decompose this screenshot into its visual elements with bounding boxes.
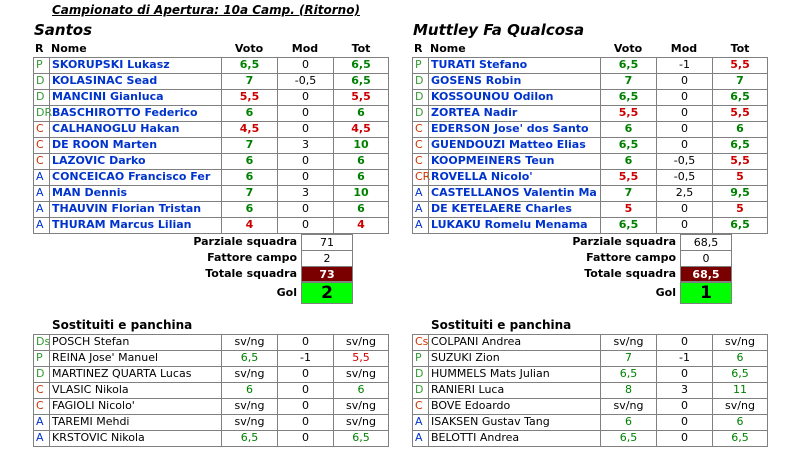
bench-row[interactable] [33,366,389,382]
role-cell: D [412,73,428,89]
tot-cell: sv/ng [712,398,768,414]
tot-cell: 5,5 [333,350,389,366]
bench-row[interactable] [33,350,389,366]
player-name: DE KETELAERE Charles [428,201,600,217]
player-name: KOSSOUNOU Odilon [428,89,600,105]
gol-label: Gol [276,286,297,299]
role-cell: CR [412,169,428,185]
player-name: HUMMELS Mats Julian [428,366,600,382]
tot-cell: 5 [712,169,768,185]
table-row[interactable] [412,89,768,105]
mod-cell: 0 [656,201,712,217]
role-cell: C [33,153,49,169]
bench-row[interactable] [412,414,768,430]
player-name: SUZUKI Zion [428,350,600,366]
table-row[interactable] [33,89,389,105]
voto-cell: 7 [221,137,277,153]
role-cell: C [33,121,49,137]
bench-title: Sostituiti e panchina [431,318,572,332]
voto-cell: 4 [221,217,277,234]
player-name: BELOTTI Andrea [428,430,600,447]
team-panel-left [33,20,389,304]
player-name: CONCEICAO Francisco Fer [49,169,221,185]
table-row[interactable] [412,137,768,153]
mod-cell: -1 [656,350,712,366]
mod-cell: 0 [656,105,712,121]
tot-cell: 4 [333,217,389,234]
bench-row[interactable] [412,350,768,366]
role-cell: Cs [412,334,428,350]
role-cell: D [412,89,428,105]
mod-cell: 3 [277,137,333,153]
player-name: VLASIC Nikola [49,382,221,398]
role-cell: P [412,57,428,73]
player-name: THAUVIN Florian Tristan [49,201,221,217]
voto-cell: 6,5 [600,430,656,447]
role-cell: D [33,73,49,89]
voto-cell: sv/ng [221,366,277,382]
tot-cell: 6,5 [712,430,768,447]
mod-cell: 0 [277,217,333,234]
role-cell: A [33,217,49,234]
voto-cell: sv/ng [221,398,277,414]
tot-cell: 6 [712,121,768,137]
voto-cell: 6 [221,153,277,169]
voto-cell: 6,5 [221,430,277,447]
mod-cell: 0 [656,217,712,234]
voto-cell: 6,5 [600,137,656,153]
voto-cell: 6 [221,105,277,121]
player-name: COLPANI Andrea [428,334,600,350]
role-cell: DR [33,105,49,121]
player-name: TURATI Stefano [428,57,600,73]
tot-cell: 10 [333,185,389,201]
tot-cell: 6 [712,414,768,430]
table-row[interactable] [33,57,389,73]
table-row[interactable] [412,105,768,121]
bench-row[interactable] [412,366,768,382]
players-table [33,57,389,233]
role-cell: D [33,366,49,382]
mod-cell: 0 [277,398,333,414]
bench-row[interactable] [33,334,389,350]
tot-cell: 9,5 [712,185,768,201]
player-name: BASCHIROTTO Federico [49,105,221,121]
voto-cell: 6,5 [221,57,277,73]
tot-cell: sv/ng [712,334,768,350]
voto-cell: 7 [600,185,656,201]
role-cell: A [412,201,428,217]
table-row[interactable] [33,73,389,89]
tot-cell: 5,5 [712,57,768,73]
tot-cell: 6 [333,201,389,217]
voto-cell: 5,5 [600,169,656,185]
mod-cell: 0 [277,153,333,169]
tot-cell: 6 [333,169,389,185]
player-name: DE ROON Marten [49,137,221,153]
totale-value: 68,5 [680,266,732,282]
totale-value: 73 [301,266,353,282]
player-name: FAGIOLI Nicolo' [49,398,221,414]
role-cell: C [33,382,49,398]
player-name: MAN Dennis [49,185,221,201]
bench-table [412,334,768,446]
voto-cell: sv/ng [221,334,277,350]
mod-cell: 0 [277,105,333,121]
header-name: Nome [51,42,87,55]
role-cell: A [33,201,49,217]
mod-cell: 0 [656,430,712,447]
voto-cell: 6 [600,153,656,169]
voto-cell: 7 [600,73,656,89]
table-row[interactable] [412,217,768,233]
voto-cell: 7 [221,185,277,201]
role-cell: A [33,185,49,201]
mod-cell: 0 [277,382,333,398]
role-cell: D [33,89,49,105]
voto-cell: 6 [600,414,656,430]
mod-cell: 0 [656,121,712,137]
team-summary [33,234,389,282]
voto-cell: 5 [600,201,656,217]
player-name: GUENDOUZI Matteo Elias [428,137,600,153]
bench-row[interactable] [33,430,389,446]
mod-cell: 0 [277,57,333,73]
bench-row[interactable] [33,382,389,398]
team-name: Santos [34,21,93,39]
player-name: THURAM Marcus Lilian [49,217,221,234]
role-cell: C [412,121,428,137]
player-name: CASTELLANOS Valentin Ma [428,185,600,201]
player-name: SKORUPSKI Lukasz [49,57,221,73]
mod-cell: 0 [277,169,333,185]
mod-cell: 0 [277,121,333,137]
player-name: REINA Jose' Manuel [49,350,221,366]
totale-label: Totale squadra [584,267,676,280]
role-cell: P [412,350,428,366]
voto-cell: sv/ng [221,414,277,430]
tot-cell: 4,5 [333,121,389,137]
mod-cell: 0 [656,334,712,350]
voto-cell: 7 [221,73,277,89]
parziale-value: 71 [301,234,353,250]
parziale-value: 68,5 [680,234,732,250]
voto-cell: 6,5 [600,89,656,105]
gol-value: 2 [301,282,353,304]
role-cell: A [33,430,49,447]
voto-cell: 6 [221,169,277,185]
role-cell: P [33,57,49,73]
player-name: ROVELLA Nicolo' [428,169,600,185]
header-r: R [35,42,44,55]
player-name: RANIERI Luca [428,382,600,398]
tot-cell: 11 [712,382,768,398]
table-header [33,42,389,57]
tot-cell: 6,5 [712,89,768,105]
role-cell: D [412,382,428,398]
role-cell: A [33,169,49,185]
mod-cell: 0 [277,366,333,382]
role-cell: A [412,430,428,447]
voto-cell: 4,5 [221,121,277,137]
fattore-value: 0 [680,250,732,266]
bench-panel-left [33,317,389,446]
header-mod: Mod [291,42,319,55]
table-row[interactable] [33,217,389,233]
parziale-label: Parziale squadra [193,235,297,248]
role-cell: A [412,414,428,430]
player-name: GOSENS Robin [428,73,600,89]
mod-cell: 3 [656,382,712,398]
header-tot: Tot [351,42,371,55]
player-name: TAREMI Mehdi [49,414,221,430]
voto-cell: 6,5 [600,57,656,73]
totale-label: Totale squadra [205,267,297,280]
player-name: EDERSON Jose' dos Santo [428,121,600,137]
tot-cell: 6 [333,382,389,398]
mod-cell: 0 [656,414,712,430]
tot-cell: 6 [333,153,389,169]
voto-cell: 6 [221,201,277,217]
header-tot: Tot [730,42,750,55]
tot-cell: 6,5 [333,57,389,73]
bench-row[interactable] [33,398,389,414]
player-name: CALHANOGLU Hakan [49,121,221,137]
tot-cell: 6 [712,350,768,366]
table-row[interactable] [412,73,768,89]
voto-cell: 5,5 [221,89,277,105]
table-row[interactable] [33,169,389,185]
player-name: ISAKSEN Gustav Tang [428,414,600,430]
table-row[interactable] [33,137,389,153]
player-name: KRSTOVIC Nikola [49,430,221,447]
mod-cell: -0,5 [277,73,333,89]
bench-row[interactable] [412,334,768,350]
tot-cell: 6,5 [712,366,768,382]
header-mod: Mod [670,42,698,55]
voto-cell: 8 [600,382,656,398]
bench-row[interactable] [412,398,768,414]
table-row[interactable] [33,153,389,169]
bench-table [33,334,389,446]
team-name: Muttley Fa Qualcosa [413,21,585,39]
parziale-label: Parziale squadra [572,235,676,248]
header-name: Nome [430,42,466,55]
tot-cell: 7 [712,73,768,89]
tot-cell: sv/ng [333,398,389,414]
player-name: MANCINI Gianluca [49,89,221,105]
voto-cell: 5,5 [600,105,656,121]
role-cell: C [412,398,428,414]
mod-cell: -1 [656,57,712,73]
role-cell: C [33,137,49,153]
tot-cell: 6,5 [712,137,768,153]
voto-cell: 6,5 [221,350,277,366]
table-row[interactable] [33,185,389,201]
table-row[interactable] [33,201,389,217]
mod-cell: 0 [277,89,333,105]
players-table [412,57,768,233]
role-cell: C [33,398,49,414]
role-cell: C [412,137,428,153]
table-row[interactable] [412,153,768,169]
voto-cell: sv/ng [600,334,656,350]
mod-cell: 0 [277,201,333,217]
mod-cell: 2,5 [656,185,712,201]
role-cell: Ds [33,334,49,350]
role-cell: A [412,217,428,234]
fattore-label: Fattore campo [207,251,297,264]
gol-label: Gol [655,286,676,299]
bench-title: Sostituiti e panchina [52,318,193,332]
bench-row[interactable] [412,382,768,398]
tot-cell: 6 [333,105,389,121]
player-name: BOVE Edoardo [428,398,600,414]
team-summary [412,234,768,282]
role-cell: A [33,414,49,430]
mod-cell: 0 [656,398,712,414]
header-voto: Voto [234,42,264,55]
role-cell: D [412,366,428,382]
role-cell: P [33,350,49,366]
player-name: POSCH Stefan [49,334,221,350]
mod-cell: 0 [277,430,333,447]
tot-cell: 5,5 [712,153,768,169]
player-name: LAZOVIC Darko [49,153,221,169]
mod-cell: -1 [277,350,333,366]
voto-cell: 6,5 [600,366,656,382]
header-r: R [414,42,423,55]
team-panel-right [412,20,768,304]
tot-cell: 6,5 [333,430,389,447]
bench-panel-right [412,317,768,446]
player-name: KOOPMEINERS Teun [428,153,600,169]
table-row[interactable] [412,201,768,217]
table-header [412,42,768,57]
mod-cell: 0 [656,73,712,89]
table-row[interactable] [33,105,389,121]
player-name: MARTINEZ QUARTA Lucas [49,366,221,382]
voto-cell: 7 [600,350,656,366]
tot-cell: sv/ng [333,366,389,382]
tot-cell: 6,5 [333,73,389,89]
tot-cell: 5,5 [333,89,389,105]
page-title: Campionato di Apertura: 10a Camp. (Ritorno) [52,3,360,17]
voto-cell: 6 [221,382,277,398]
tot-cell: 10 [333,137,389,153]
role-cell: A [412,185,428,201]
player-name: LUKAKU Romelu Menama [428,217,600,234]
tot-cell: 5,5 [712,105,768,121]
table-row[interactable] [412,121,768,137]
tot-cell: 6,5 [712,217,768,234]
bench-row[interactable] [412,430,768,446]
table-row[interactable] [33,121,389,137]
voto-cell: 6,5 [600,217,656,234]
role-cell: D [412,105,428,121]
table-row[interactable] [412,57,768,73]
role-cell: C [412,153,428,169]
mod-cell: -0,5 [656,153,712,169]
fattore-label: Fattore campo [586,251,676,264]
voto-cell: sv/ng [600,398,656,414]
player-name: KOLASINAC Sead [49,73,221,89]
mod-cell: 0 [656,89,712,105]
mod-cell: 0 [277,334,333,350]
tot-cell: 5 [712,201,768,217]
voto-cell: 6 [600,121,656,137]
bench-row[interactable] [33,414,389,430]
fattore-value: 2 [301,250,353,266]
table-row[interactable] [412,169,768,185]
header-voto: Voto [613,42,643,55]
gol-value: 1 [680,282,732,304]
mod-cell: 0 [656,137,712,153]
mod-cell: 0 [656,366,712,382]
mod-cell: 0 [277,414,333,430]
tot-cell: sv/ng [333,334,389,350]
mod-cell: -0,5 [656,169,712,185]
player-name: ZORTEA Nadir [428,105,600,121]
table-row[interactable] [412,185,768,201]
tot-cell: sv/ng [333,414,389,430]
mod-cell: 3 [277,185,333,201]
